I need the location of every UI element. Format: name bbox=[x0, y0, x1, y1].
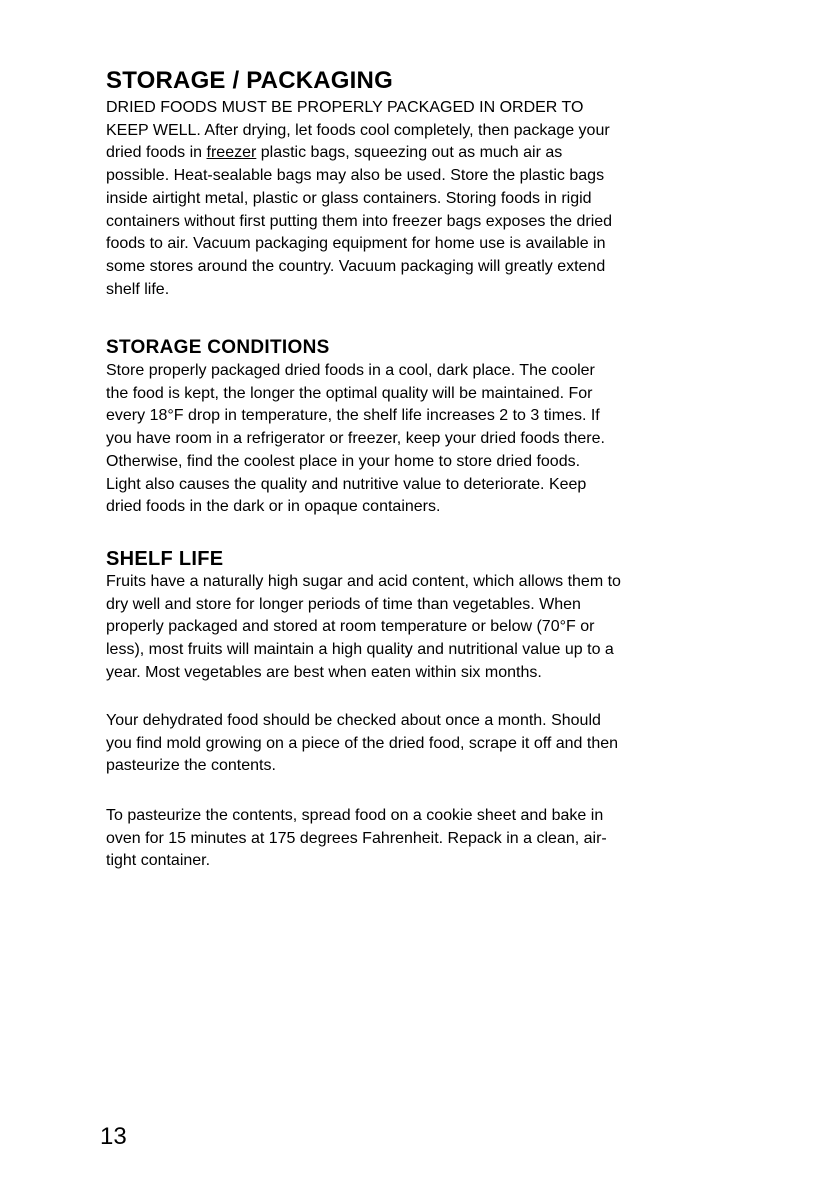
body-line: less), most fruits will maintain a high quality and nutritional value up to a bbox=[106, 641, 614, 659]
body-line: possible. Heat-sealable bags may also be used. Store the plastic bags bbox=[106, 167, 605, 185]
body-line: properly packaged and stored at room temperature or below (70°F or bbox=[106, 618, 595, 636]
body-line: oven for 15 minutes at 175 degrees Fahrenheit. Repack in a clean, air- bbox=[106, 829, 607, 847]
body-line: some stores around the country. Vacuum packaging will greatly extend bbox=[106, 257, 606, 275]
body-line: pasteurize the contents. bbox=[106, 757, 276, 775]
body-line: you find mold growing on a piece of the dried food, scrape it off and then bbox=[106, 734, 619, 752]
body-line: KEEP WELL. After drying, let foods cool completely, then package your bbox=[106, 121, 610, 139]
body-line: every 18°F drop in temperature, the shelf life increases 2 to 3 times. If bbox=[106, 407, 600, 425]
body-line: inside airtight metal, plastic or glass containers. Storing foods in rigid bbox=[106, 189, 592, 207]
body-line: containers without first putting them into freezer bags exposes the dried bbox=[106, 212, 613, 230]
body-line: Light also causes the quality and nutritive value to deteriorate. Keep bbox=[106, 475, 587, 493]
underlined-word: freezer bbox=[206, 144, 257, 162]
section-storage-conditions bbox=[106, 336, 766, 519]
heading-storage-conditions: STORAGE CONDITIONS bbox=[106, 337, 330, 358]
body-line: you have room in a refrigerator or freezer, keep your dried foods there. bbox=[106, 430, 605, 448]
section-storage-packaging bbox=[106, 67, 766, 301]
body-line: foods to air. Vacuum packaging equipment for home use is available in bbox=[106, 235, 606, 253]
body-line: the food is kept, the longer the optimal quality will be maintained. For bbox=[106, 384, 593, 402]
body-line: Store properly packaged dried foods in a cool, dark place. The cooler bbox=[106, 362, 595, 379]
section-shelf-life bbox=[106, 547, 766, 685]
body-line: tight container. bbox=[106, 852, 211, 870]
body-line: Otherwise, find the coolest place in your home to store dried foods. bbox=[106, 452, 581, 470]
body-line bbox=[106, 142, 766, 165]
page-number: 13 bbox=[100, 1123, 127, 1150]
body-line: shelf life. bbox=[106, 280, 170, 298]
text-run: dried foods in bbox=[106, 144, 207, 162]
body-line: Your dehydrated food should be checked about once a month. Should bbox=[106, 712, 601, 729]
body-line: To pasteurize the contents, spread food on a cookie sheet and bake in bbox=[106, 807, 604, 824]
heading-shelf-life: SHELF LIFE bbox=[106, 548, 224, 570]
paragraph-pasteurize bbox=[106, 805, 766, 873]
heading-storage-packaging: STORAGE / PACKAGING bbox=[106, 67, 393, 94]
body-line: year. Most vegetables are best when eaten within six months. bbox=[106, 663, 542, 681]
body-line: dry well and store for longer periods of time than vegetables. When bbox=[106, 595, 581, 613]
text-run: plastic bags, squeezing out as much air as bbox=[256, 144, 563, 162]
body-line: Fruits have a naturally high sugar and acid content, which allows them to bbox=[106, 573, 621, 590]
paragraph-mold-check bbox=[106, 710, 766, 778]
body-line: DRIED FOODS MUST BE PROPERLY PACKAGED IN ORDER TO bbox=[106, 99, 584, 116]
body-line: dried foods in the dark or in opaque containers. bbox=[106, 498, 441, 516]
